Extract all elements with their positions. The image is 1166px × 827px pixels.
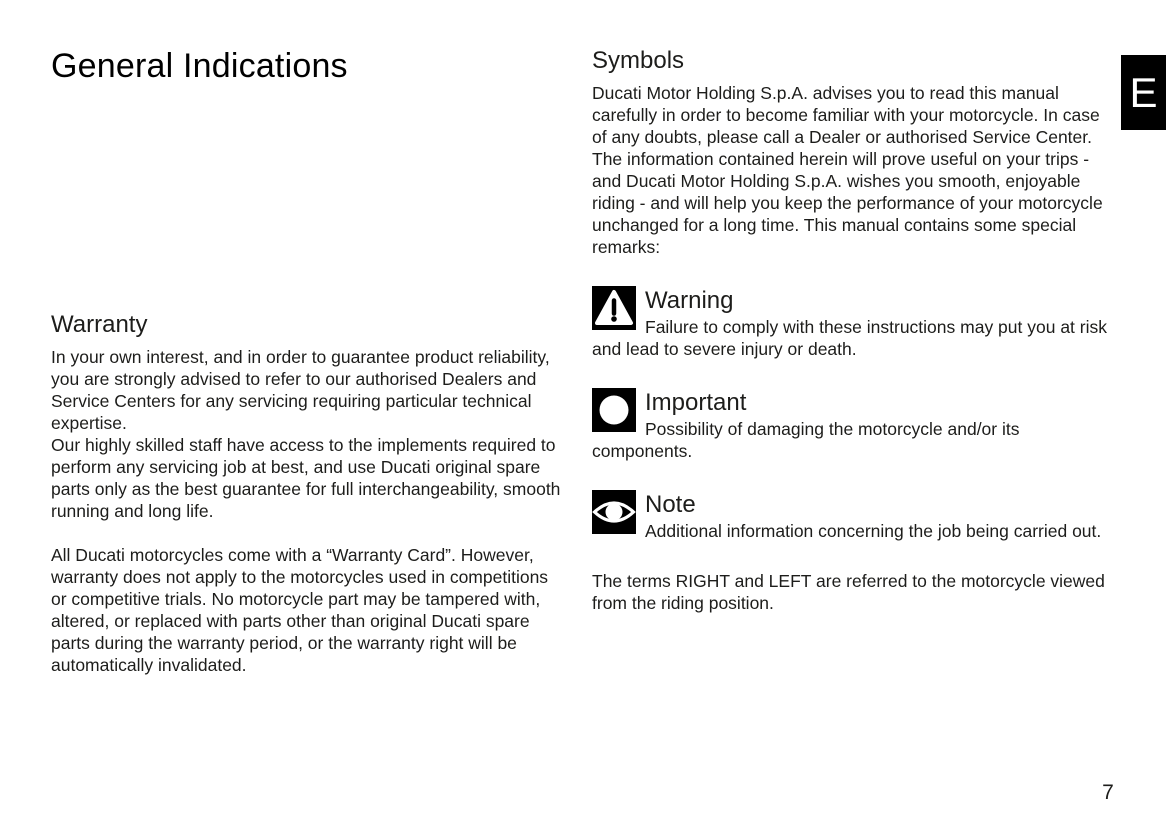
warranty-paragraph: Our highly skilled staff have access to the implements required to perform any servicing job at best, and use Ducati original spare parts only as the best guarantee for full interchangeability, smooth running and long life. — [51, 435, 561, 521]
warranty-paragraph: All Ducati motorcycles come with a “Warranty Card”. However, warranty does not apply to the motorcycles used in competitions or competitive trials. No motorcycle part may be tampered with, altered, or replaced with parts other than original Ducati spare parts during the warranty period, or the warranty right will be automatically invalidated. — [51, 545, 549, 675]
important-dot-icon — [592, 388, 636, 432]
symbol-item-important — [592, 388, 1108, 462]
symbol-item-note — [592, 490, 1108, 542]
terms-note: The terms RIGHT and LEFT are referred to the motorcycle viewed from the riding position. — [592, 571, 1105, 613]
symbol-text-warning: Failure to comply with these instructions may put you at risk and lead to severe injury or death. — [592, 317, 1107, 359]
symbol-text-note: Additional information concerning the job being carried out. — [645, 521, 1102, 541]
warranty-paragraph: In your own interest, and in order to guarantee product reliability, you are strongly advised to refer to our authorised Dealers and Service Centers for any servicing requiring particular technical expertise. — [51, 347, 550, 433]
symbol-title-warning: Warning — [645, 287, 734, 314]
symbols-intro: Ducati Motor Holding S.p.A. advises you to read this manual carefully in order to become familiar with your motorcycle. In case of any doubts, please call a Dealer or authorised Service Center. The information contained herein will prove useful on your trips - and Ducati Motor Holding S.p.A. wishes you smooth, enjoyable riding - and will help you keep the performance of your motorcycle unchanged for a long time. This manual contains some special remarks: — [592, 83, 1103, 257]
warning-triangle-icon — [592, 286, 636, 330]
right-column — [592, 46, 1108, 614]
language-tab — [1121, 55, 1166, 130]
symbol-text-important: Possibility of damaging the motorcycle and/or its components. — [592, 419, 1020, 461]
page-number: 7 — [1102, 781, 1114, 804]
symbol-title-important: Important — [645, 389, 747, 416]
symbol-item-warning — [592, 286, 1108, 360]
warranty-heading: Warranty — [51, 311, 148, 338]
warranty-section — [51, 310, 567, 676]
note-eye-icon — [592, 490, 636, 534]
left-column — [51, 46, 567, 676]
symbols-heading: Symbols — [592, 47, 685, 74]
page-title: General Indications — [51, 47, 348, 85]
language-tab-letter: E — [1129, 68, 1158, 116]
symbol-title-note: Note — [645, 491, 696, 518]
